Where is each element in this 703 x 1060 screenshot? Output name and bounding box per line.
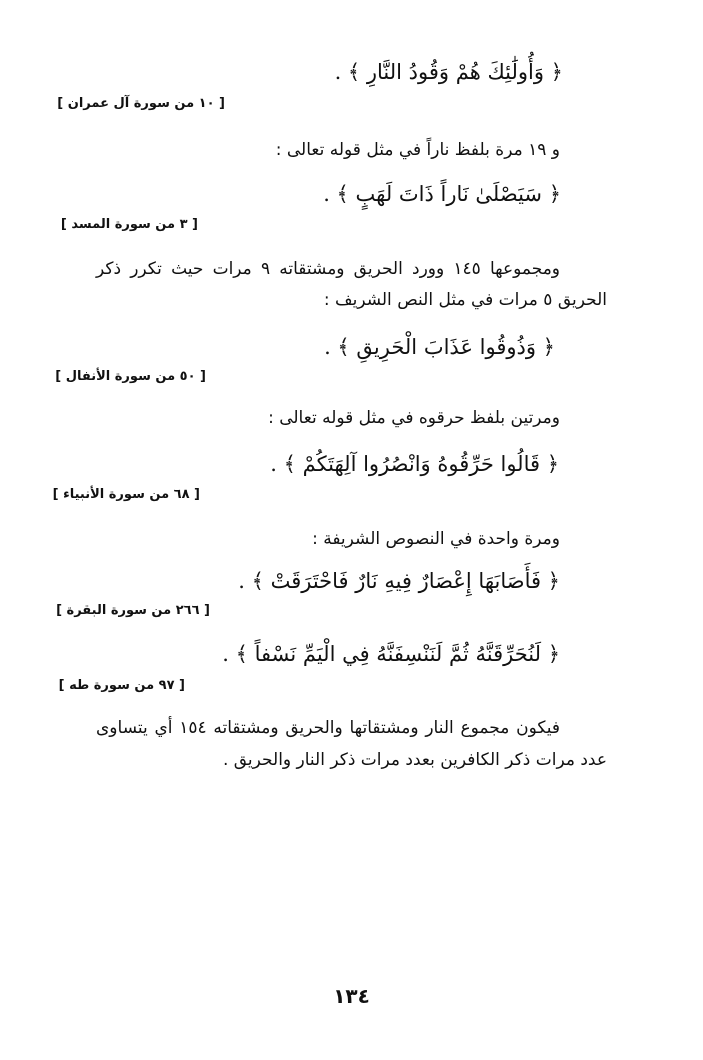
quran-verse: ﴿ لَنُحَرِّقَنَّهُ ثُمَّ لَنَنْسِفَنَّهُ فِي الْيَمِّ نَسْفاً ﴾ . [222,642,560,666]
surah-reference: [ ٥٠ من سورة الأنفال ] [55,369,206,384]
quran-verse: ﴿ فَأَصَابَهَا إِعْصَارٌ فِيهِ نَارٌ فَاحْتَرَقَتْ ﴾ . [238,569,560,593]
quran-verse: ﴿ وَذُوقُوا عَذَابَ الْحَرِيقِ ﴾ . [324,335,555,359]
quran-verse: ﴿ سَيَصْلَىٰ نَاراً ذَاتَ لَهَبٍ ﴾ . [323,182,561,206]
surah-reference: [ ٣ من سورة المسد ] [60,217,198,232]
body-text-line: و ١٩ مرة بلفظ ناراً في مثل قوله تعالى : [275,140,560,160]
body-text-line: فيكون مجموع النار ومشتقاتها والحريق ومشتقاته ١٥٤ أي يتساوى [96,718,560,738]
body-text-line: عدد مرات ذكر الكافرين بعدد مرات ذكر النار والحريق . [222,750,607,770]
surah-reference: [ ١٠ من سورة آل عمران ] [57,96,225,111]
page-number: ١٣٤ [333,984,370,1008]
surah-reference: [ ٦٨ من سورة الأنبياء ] [52,487,200,502]
surah-reference: [ ٢٦٦ من سورة البقرة ] [56,603,210,618]
body-text-line: ومجموعها ١٤٥ وورد الحريق ومشتقاته ٩ مرات حيث تكرر ذكر [96,259,561,279]
body-text-line: الحريق ٥ مرات في مثل النص الشريف : [323,290,607,310]
surah-reference: [ ٩٧ من سورة طه ] [58,678,185,693]
quran-verse: ﴿ قَالُوا حَرِّقُوهُ وَانْصُرُوا آلِهَتَكُمْ ﴾ . [270,452,559,476]
body-text-line: ومرتين بلفظ حرقوه في مثل قوله تعالى : [268,408,560,428]
quran-verse: ﴿ وَأُولَٰئِكَ هُمْ وَقُودُ النَّارِ ﴾ . [334,60,563,84]
body-text-line: ومرة واحدة في النصوص الشريفة : [312,529,560,549]
